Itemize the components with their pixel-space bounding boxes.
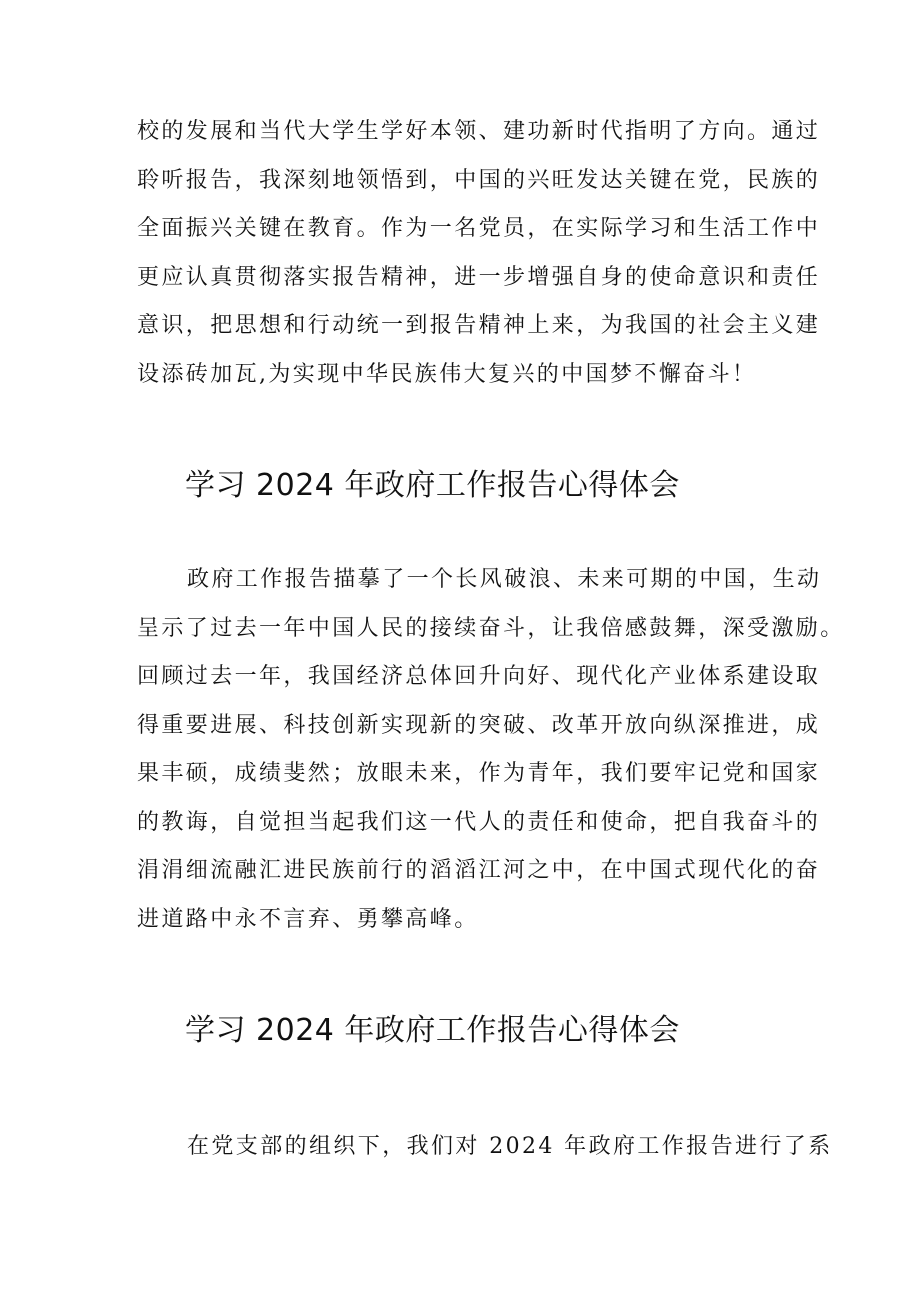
- section-1-line-5: 果丰硕，成绩斐然；放眼未来，作为青年，我们要牢记党和国家: [137, 761, 821, 786]
- paragraph-1-line-2: 聆听报告，我深刻地领悟到，中国的兴旺发达关键在党，民族的: [137, 168, 821, 193]
- paragraph-1-line-5: 意识，把思想和行动统一到报告精神上来，为我国的社会主义建: [137, 313, 821, 338]
- section-1-line-6: 的教诲，自觉担当起我们这一代人的责任和使命，把自我奋斗的: [137, 810, 821, 835]
- paragraph-1-line-4: 更应认真贯彻落实报告精神，进一步增强自身的使命意识和责任: [137, 265, 821, 290]
- paragraph-1-line-3: 全面振兴关键在教育。作为一名党员，在实际学习和生活工作中: [137, 216, 821, 241]
- paragraph-1-line-1: 校的发展和当代大学生学好本领、建功新时代指明了方向。通过: [137, 119, 821, 144]
- section-1-line-3: 回顾过去一年，我国经济总体回升向好、现代化产业体系建设取: [137, 664, 821, 689]
- section-1-heading: 学习 2024 年政府工作报告心得体会: [185, 468, 680, 503]
- section-2-line-1: 在党支部的组织下，我们对 2024 年政府工作报告进行了系: [187, 1134, 833, 1159]
- section-1-line-7: 涓涓细流融汇进民族前行的滔滔江河之中，在中国式现代化的奋: [137, 858, 821, 883]
- section-1-line-8: 进道路中永不言弃、勇攀高峰。: [137, 907, 479, 932]
- section-2-heading: 学习 2024 年政府工作报告心得体会: [185, 1013, 680, 1048]
- paragraph-1-line-6: 设添砖加瓦,为实现中华民族伟大复兴的中国梦不懈奋斗！: [137, 362, 757, 387]
- section-1-line-2: 呈示了过去一年中国人民的接续奋斗，让我倍感鼓舞，深受激励。: [137, 616, 845, 641]
- section-1-line-1: 政府工作报告描摹了一个长风破浪、未来可期的中国，生动: [187, 567, 822, 592]
- section-1-line-4: 得重要进展、科技创新实现新的突破、改革开放向纵深推进，成: [137, 713, 821, 738]
